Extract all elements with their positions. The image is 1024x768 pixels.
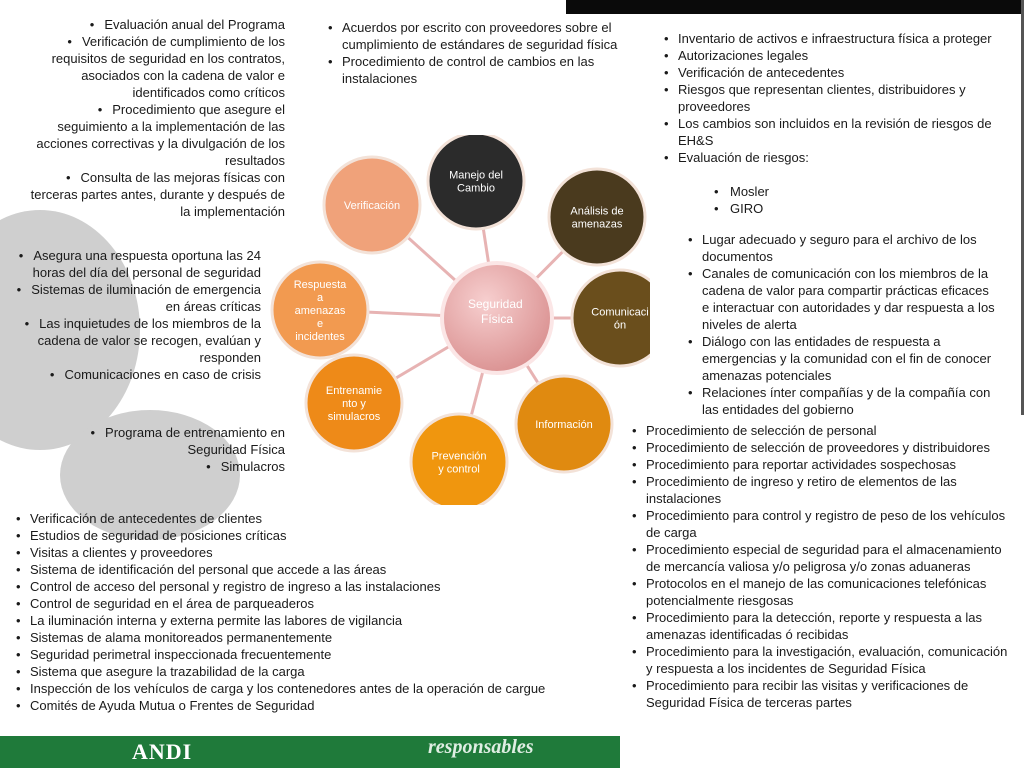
list-item: • Procedimiento de selección de personal [630,422,1010,439]
informacion-list [630,422,1010,711]
list-item: • Asegura una respuesta oportuna las 24 horas del día del personal de seguridad [10,247,261,281]
list-item: • Comunicaciones en caso de crisis [10,366,261,383]
list-item: • Visitas a clientes y proveedores [14,544,614,561]
entrenamiento-list [60,424,285,475]
list-item: • Verificación de antecedentes de clientes [14,510,614,527]
security-cycle-diagram [270,135,650,505]
node-label-comunicacion: Comunicaci ón [591,306,649,332]
list-item: • Verificación de cumplimiento de los requisitos de seguridad en los contratos, asociados con la cadena de valor e identificados como críticos [30,33,285,101]
list-item: • Procedimiento que asegure el seguimiento a la implementación de las acciones correctivas y la divulgación de los resultados [30,101,285,169]
footer-bar [0,736,620,768]
andi-logo: ANDI [132,739,193,764]
list-item: • Sistema que asegure la trazabilidad de la carga [14,663,614,680]
list-item: • Control de acceso del personal y registro de ingreso a las instalaciones [14,578,614,595]
node-label-entrenamiento: Entrenamie nto y simulacros [325,385,383,423]
list-item: • Sistemas de iluminación de emergencia en áreas críticas [10,281,261,315]
node-label-respuesta: Respuesta a amenazas e incidentes [293,279,347,343]
list-item: • Diálogo con las entidades de respuesta a emergencias y la comunidad con el fin de conocer amenazas potenciales [686,333,998,384]
list-item: • Canales de comunicación con los miembros de la cadena de valor para compartir prácticas eficaces e interactuar con autoridades y dar respuesta a los niveles de alerta [686,265,998,333]
respuesta-list [10,247,261,383]
list-item: • Procedimiento de control de cambios en las instalaciones [326,53,626,87]
node-label-verificacion: Verificación [343,200,401,212]
list-item: • Procedimiento para recibir las visitas y verificaciones de Seguridad Física de terceras partes [630,677,1010,711]
comunicacion-list [686,231,998,418]
list-item: • Relaciones ínter compañías y de la compañía con las entidades del gobierno [686,384,998,418]
list-item: • Procedimiento para reportar actividades sospechosas [630,456,1010,473]
node-label-manejo-cambio: Manejo del Cambio [449,169,503,195]
evaluacion-riesgos-sublist [694,183,894,217]
list-item: • Evaluación de riesgos: [662,149,1007,166]
list-item: • Control de seguridad en el área de parqueaderos [14,595,614,612]
list-item: • Procedimiento para la investigación, evaluación, comunicación y respuesta a los incidentes de Seguridad Física [630,643,1010,677]
list-item: • Procedimiento de ingreso y retiro de elementos de las instalaciones [630,473,1010,507]
list-item: • Mosler [694,183,894,200]
list-item: • Programa de entrenamiento en Seguridad Física [60,424,285,458]
inventario-list [662,30,1007,166]
node-label-analisis-amenazas: Análisis de amenazas [570,205,624,231]
node-label-prevencion: Prevención y control [431,450,487,476]
list-item: • Lugar adecuado y seguro para el archivo de los documentos [686,231,998,265]
list-item: • Procedimiento de selección de proveedores y distribuidores [630,439,1010,456]
list-item: • Inventario de activos e infraestructura física a proteger [662,30,1007,47]
list-item: • Consulta de las mejoras físicas con terceras partes antes, durante y después de la implementación [30,169,285,220]
list-item: • Los cambios son incluidos en la revisión de riesgos de EH&S [662,115,1007,149]
list-item: • Procedimiento para la detección, reporte y respuesta a las amenazas identificadas ó recibidas [630,609,1010,643]
list-item: • Estudios de seguridad de posiciones críticas [14,527,614,544]
list-item: • Acuerdos por escrito con proveedores sobre el cumplimiento de estándares de seguridad física [326,19,626,53]
list-item: • Verificación de antecedentes [662,64,1007,81]
list-item: • GIRO [694,200,894,217]
list-item: • Evaluación anual del Programa [30,16,285,33]
list-item: • Sistemas de alama monitoreados permanentemente [14,629,614,646]
list-item: • Sistema de identificación del personal que accede a las áreas [14,561,614,578]
center-label: Seguridad Física [467,297,523,326]
list-item: • Autorizaciones legales [662,47,1007,64]
list-item: • Las inquietudes de los miembros de la cadena de valor se recogen, evalúan y responden [10,315,261,366]
list-item: • Protocolos en el manejo de las comunicaciones telefónicas potencialmente riesgosas [630,575,1010,609]
acuerdos-list [326,19,626,87]
list-item: • La iluminación interna y externa permite las labores de vigilancia [14,612,614,629]
evaluacion-list [30,16,285,220]
top-bar [566,0,1024,14]
node-label-informacion: Información [535,419,593,431]
list-item: • Simulacros [60,458,285,475]
footer-tagline: responsables [428,736,534,758]
list-item: • Procedimiento para control y registro de peso de los vehículos de carga [630,507,1010,541]
list-item: • Riesgos que representan clientes, distribuidores y proveedores [662,81,1007,115]
list-item: • Inspección de los vehículos de carga y los contenedores antes de la operación de cargue [14,680,614,697]
list-item: • Comités de Ayuda Mutua o Frentes de Seguridad [14,697,614,714]
list-item: • Procedimiento especial de seguridad para el almacenamiento de mercancía valiosa y/o peligrosa y/o zonas aduaneras [630,541,1010,575]
list-item: • Seguridad perimetral inspeccionada frecuentemente [14,646,614,663]
prevencion-list [14,510,614,714]
